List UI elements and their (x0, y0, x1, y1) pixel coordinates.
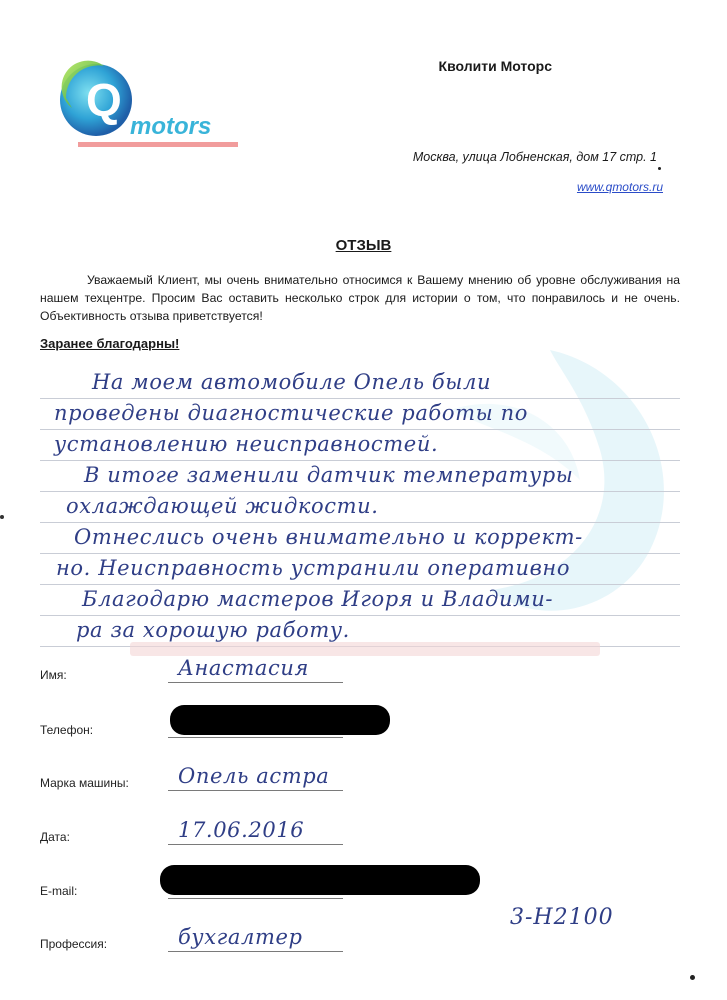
company-name: Кволити Моторс (438, 58, 552, 74)
field-label: Марка машины: (40, 776, 129, 790)
page-title: ОТЗЫВ (335, 237, 392, 254)
review-line: установлению неисправностей. (54, 432, 439, 456)
ruled-line (40, 522, 680, 523)
svg-text:Q: Q (86, 74, 122, 126)
review-line: проведены диагностические работы по (54, 401, 528, 425)
field-underline (168, 790, 343, 791)
watermark-strip (130, 642, 600, 656)
ruled-line (40, 429, 680, 430)
review-line: В итоге заменили датчик температуры (84, 463, 574, 487)
redacted-phone (170, 705, 390, 735)
field-value[interactable]: Опель астра (178, 764, 330, 788)
thanks-text: Заранее благодарны! (40, 336, 180, 351)
corner-mark (690, 975, 695, 980)
field-label: Телефон: (40, 723, 94, 737)
ruled-line (40, 615, 680, 616)
ink-dot (658, 167, 661, 170)
review-line: ра за хорошую работу. (76, 618, 350, 642)
ruled-line (40, 460, 680, 461)
reference-code: 3-Н2100 (510, 905, 614, 930)
field-value[interactable]: Анастасия (178, 656, 310, 680)
review-line: но. Неисправность устранили оперативно (56, 556, 571, 580)
field-label: Имя: (40, 668, 67, 682)
review-line: охлаждающей жидкости. (66, 494, 379, 518)
intro-text: Уважаемый Клиент, мы очень внимательно относимся к Вашему мнению об уровне обслуживания на нашем техцентре. Просим Вас оставить несколько строк для истории о том, что понравилось и не очень. Объективность отзыва приветствуется! (40, 273, 680, 323)
ruled-line (40, 491, 680, 492)
field-underline (168, 951, 343, 952)
field-value[interactable]: бухгалтер (178, 925, 303, 949)
field-underline (168, 844, 343, 845)
field-label: Профессия: (40, 937, 108, 951)
redacted-email (160, 865, 480, 895)
review-line: Отнеслись очень внимательно и коррект- (74, 525, 583, 549)
field-label: Дата: (40, 830, 70, 844)
field-underline (168, 682, 343, 683)
edge-mark (0, 515, 4, 519)
ruled-line (40, 553, 680, 554)
review-line: На моем автомобиле Опель были (92, 370, 492, 394)
field-value[interactable]: 17.06.2016 (178, 818, 305, 842)
website-link[interactable]: www.qmotors.ru (576, 180, 663, 194)
review-line: Благодарю мастеров Игоря и Владими- (82, 587, 554, 611)
company-address: Москва, улица Лобненская, дом 17 стр. 1 (412, 150, 657, 164)
ruled-line (40, 584, 680, 585)
field-underline (168, 898, 343, 899)
field-underline (168, 737, 343, 738)
field-label: E-mail: (40, 884, 78, 898)
ruled-line (40, 398, 680, 399)
qmotors-logo (58, 58, 248, 158)
logo-wordmark: motors (130, 113, 212, 140)
